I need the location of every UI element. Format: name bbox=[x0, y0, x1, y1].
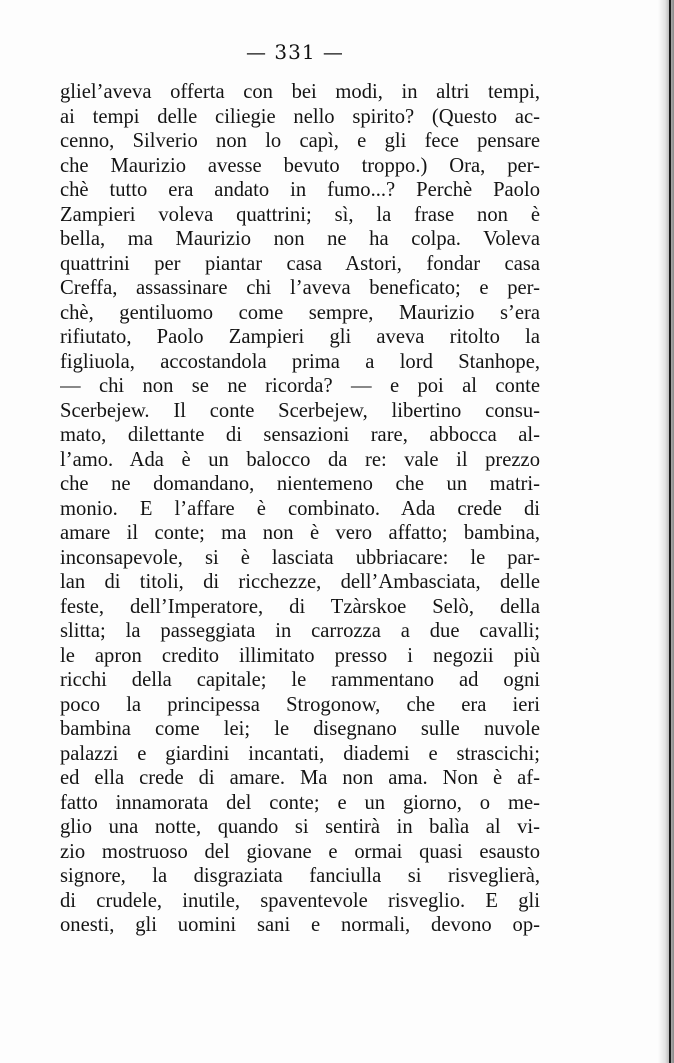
text-line: fatto innamorata del conte; e un giorno, o me- bbox=[60, 791, 540, 814]
text-line: che Maurizio avesse bevuto troppo.) Ora, per- bbox=[60, 154, 540, 177]
page-edge-shadow bbox=[658, 0, 674, 1063]
text-line: mato, dilettante di sensazioni rare, abbocca al- bbox=[60, 424, 540, 446]
text-line: figliuola, accostandola prima a lord Stanhope, bbox=[60, 350, 540, 373]
text-line: monio. E l’affare è combinato. Ada crede di bbox=[60, 497, 540, 520]
text-line: feste, dell’Imperatore, di Tzàrskoe Selò, della bbox=[60, 595, 540, 618]
text-line: bella, ma Maurizio non ne ha colpa. Voleva bbox=[60, 228, 540, 250]
text-line: inconsapevole, si è lasciata ubbriacare: le par- bbox=[60, 546, 540, 569]
text-line: di crudele, inutile, spaventevole risveglio. E gli bbox=[60, 889, 540, 912]
text-line: lan di titoli, di ricchezze, dell’Ambasciata, delle bbox=[60, 571, 540, 593]
text-line: chè, gentiluomo come sempre, Maurizio s’era bbox=[60, 301, 540, 324]
text-line: quattrini per piantar casa Astori, fondar casa bbox=[60, 252, 540, 275]
text-line: ricchi della capitale; le rammentano ad ogni bbox=[60, 669, 540, 691]
text-line: ai tempi delle ciliegie nello spirito? (Questo ac- bbox=[60, 105, 540, 128]
body-text bbox=[60, 80, 540, 938]
page-number: — 331 — bbox=[246, 40, 344, 64]
text-line: onesti, gli uomini sani e normali, devono op- bbox=[60, 914, 540, 936]
text-line: gliel’aveva offerta con bei modi, in altri tempi, bbox=[60, 81, 540, 103]
text-line: cenno, Silverio non lo capì, e gli fece pensare bbox=[60, 130, 540, 152]
text-line: rifiutato, Paolo Zampieri gli aveva ritolto la bbox=[60, 326, 540, 348]
text-line: chè tutto era andato in fumo...? Perchè Paolo bbox=[60, 179, 540, 201]
text-line: palazzi e giardini incantati, diademi e strascichi; bbox=[60, 742, 540, 765]
text-line: Creffa, assassinare chi l’aveva beneficato; e per- bbox=[60, 277, 540, 299]
text-line: poco la principessa Strogonow, che era ieri bbox=[60, 693, 540, 716]
text-line: signore, la disgraziata fanciulla si risveglierà, bbox=[60, 865, 540, 887]
text-line: slitta; la passeggiata in carrozza a due cavalli; bbox=[60, 620, 540, 642]
text-line: che ne domandano, nientemeno che un matri- bbox=[60, 473, 540, 495]
text-line: glio una notte, quando si sentirà in balìa al vi- bbox=[60, 816, 540, 838]
text-line: amare il conte; ma non è vero affatto; bambina, bbox=[60, 522, 540, 544]
text-line: ed ella crede di amare. Ma non ama. Non è af- bbox=[60, 767, 540, 789]
text-line: Zampieri voleva quattrini; sì, la frase non è bbox=[60, 203, 540, 226]
text-line: zio mostruoso del giovane e ormai quasi esausto bbox=[60, 840, 540, 863]
page-edge-line bbox=[669, 0, 671, 1063]
text-line: le apron credito illimitato presso i negozii più bbox=[60, 644, 540, 667]
text-line: Scerbejew. Il conte Scerbejew, libertino consu- bbox=[60, 399, 540, 422]
text-line: l’amo. Ada è un balocco da re: vale il prezzo bbox=[60, 448, 540, 471]
text-line: bambina come lei; le disegnano sulle nuvole bbox=[60, 718, 540, 740]
text-line: — chi non se ne ricorda? — e poi al conte bbox=[60, 375, 540, 397]
